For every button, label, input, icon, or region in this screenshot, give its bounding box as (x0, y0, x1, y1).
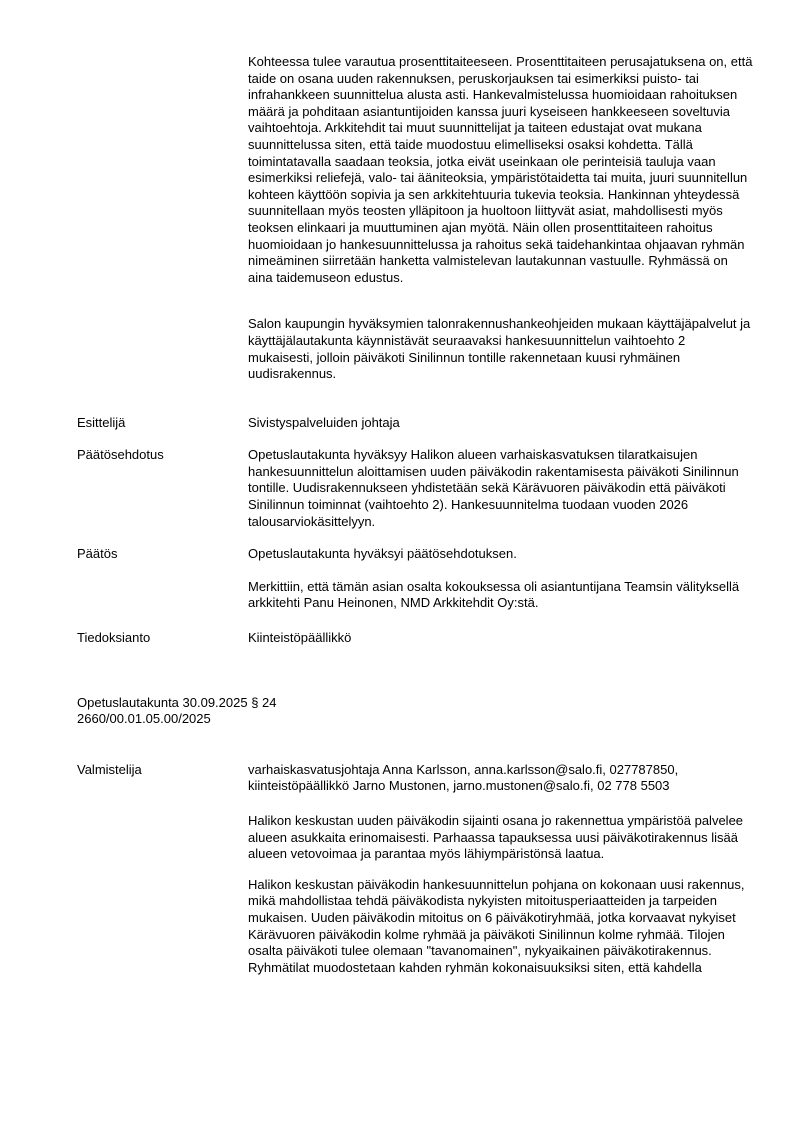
section-label: Valmistelija (77, 761, 142, 777)
section-esittelija (77, 415, 753, 432)
body-paragraph-2 (248, 877, 753, 977)
paragraph-text: Opetuslautakunta hyväksyy Halikon alueen varhaiskasvatuksen tilaratkaisujen hankesuunnittelun aloittamisen uuden päiväkodin rakentamisesta päiväkoti Sinilinnun tontille. Uudisrakennukseen yhdistetään sekä Kärävuoren päiväkodin että päiväkoti Sinilinnun toiminnat (vaihtoehto 2). Hankesuunnitelma tuodaan vuoden 2026 talousarviokäsittelyyn. (248, 447, 739, 529)
section-body (248, 447, 753, 530)
intro-paragraph-1 (248, 54, 753, 286)
case-reference-number: 2660/00.01.05.00/2025 (77, 711, 211, 727)
paragraph-text: Sivistyspalveluiden johtaja (248, 414, 400, 430)
paragraph-text: Merkittiin, että tämän asian osalta kokouksessa oli asiantuntijana Teamsin välityksellä arkkitehti Panu Heinonen, NMD Arkkitehdit Oy:stä. (248, 578, 740, 611)
section-valmistelija (77, 762, 753, 795)
document-content (77, 54, 753, 976)
case-reference (77, 695, 753, 728)
section-label: Esittelijä (77, 414, 126, 430)
section-label: Päätös (77, 546, 118, 562)
paragraph-text: Halikon keskustan uuden päiväkodin sijainti osana jo rakennettua ympäristöä palvelee alueen asukkaita erinomaisesti. Parhaassa tapauksessa uusi päiväkotirakennus lisää alueen vetovoimaa ja parantaa myös lähiympäristönsä laatua. (248, 813, 744, 862)
intro-paragraph-2 (248, 316, 753, 382)
case-reference-committee-line: Opetuslautakunta 30.09.2025 § 24 (77, 694, 277, 710)
paragraph-text: varhaiskasvatusjohtaja Anna Karlsson, anna.karlsson@salo.fi, 027787850, kiinteistöpäällikkö Jarno Mustonen, jarno.mustonen@salo.fi, 02 778 5503 (248, 761, 679, 794)
paragraph-text: Kohteessa tulee varautua prosenttitaiteeseen. Prosenttitaiteen perusajatuksena on, että taide on osana uuden rakennuksen, peruskorjauksen tai esimerkiksi puisto- tai infrahankkeen suunnittelua alusta asti. Hankevalmistelussa huomioidaan rahoituksen määrä ja pohditaan asiantuntijoiden kanssa juuri kyseiseen hankkeeseen soveltuvia vaihtoehtoja. Arkkitehdit tai muut suunnittelijat ja taiteen edustajat ovat mukana suunnittelussa siten, että taide muodostuu elimelliseksi osaksi kohdetta. Tällä toimintatavalla saadaan teoksia, jotka eivät useinkaan ole perinteisiä tauluja vaan esimerkiksi reliefejä, valo- tai ääniteoksia, ympäristötaidetta tai muita, juuri suunnitellun kohteen käyttöön sopivia ja sen arkkitehtuuria tukevia teoksia. Hankinnan yhteydessä suunnitellaan myös teosten ylläpitoon ja huoltoon liittyvät asiat, mahdollisesti myös teoksen elinkaari ja muuttuminen ajan myötä. Näin ollen prosenttitaiteen rahoitus huomioidaan jo hankesuunnittelussa ja rahoitus sekä taidehankintaa ohjaavan ryhmän nimeäminen siirretään hanketta valmistelevan lautakunnan vastuulle. Ryhmässä on aina taidemuseon edustus. (248, 54, 753, 285)
section-label: Päätösehdotus (77, 447, 164, 463)
body-paragraph-1 (248, 813, 753, 863)
section-tiedoksianto (77, 630, 753, 647)
section-body (248, 762, 753, 795)
section-label: Tiedoksianto (77, 630, 151, 646)
section-body (248, 546, 753, 612)
paragraph-text: Opetuslautakunta hyväksyi päätösehdotuksen. (248, 546, 517, 562)
section-paatos (77, 546, 753, 612)
section-body (248, 630, 753, 647)
section-paatosehdotus (77, 447, 753, 530)
paragraph-text: Kiinteistöpäällikkö (248, 630, 352, 646)
section-body (248, 415, 753, 432)
paragraph-text: Halikon keskustan päiväkodin hankesuunnittelun pohjana on kokonaan uusi rakennus, mikä mahdollistaa tehdä päiväkodista nykyisten mitoitusperiaatteiden ja tarpeiden mukaisen. Uuden päiväkodin mitoitus on 6 päiväkotiryhmää, jotka korvaavat nykyiset Kärävuoren päiväkodin kolme ryhmää ja päiväkoti Sinilinnun kolme ryhmää. Tilojen osalta päiväkoti tulee olemaan "tavanomainen", nykyaikainen päiväkotirakennus. Ryhmätilat muodostetaan kahden ryhmän kokonaisuuksiksi siten, että kahdella (248, 876, 745, 975)
paragraph-text: Salon kaupungin hyväksymien talonrakennushankeohjeiden mukaan käyttäjäpalvelut ja käyttäjälautakunta käynnistävät seuraavaksi hankesuunnittelun vaihtoehto 2 mukaisesti, jolloin päiväkoti Sinilinnun tontille rakennetaan kuusi ryhmäinen uudisrakennus. (248, 316, 751, 382)
